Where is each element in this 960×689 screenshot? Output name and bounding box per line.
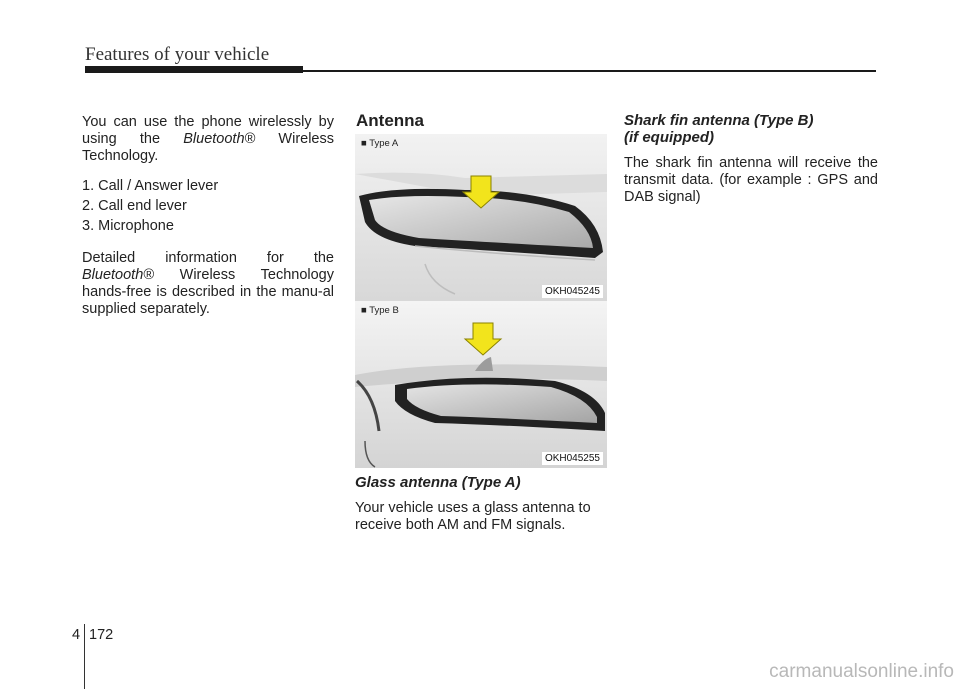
shark-fin-heading: Shark fin antenna (Type B) — [624, 112, 814, 129]
intro-paragraph — [82, 114, 334, 165]
bluetooth-brand: Bluetooth® — [183, 131, 256, 147]
list-item: 2. Call end lever — [82, 198, 187, 214]
glass-antenna-text: Your vehicle uses a glass antenna to receive both AM and FM signals. — [355, 500, 591, 533]
detail-text: Detailed information for the — [82, 250, 334, 266]
watermark: carmanualsonline.info — [769, 661, 954, 682]
car-shark-fin-illustration — [355, 301, 607, 468]
car-rear-window-illustration — [355, 134, 607, 301]
bluetooth-brand: Bluetooth® — [82, 267, 154, 283]
shark-fin-heading-condition: (if equipped) — [624, 129, 714, 146]
intro-text-end: Wireless Technology. — [82, 131, 334, 164]
footer-vertical-rule — [84, 624, 85, 689]
glass-antenna-heading: Glass antenna (Type A) — [355, 474, 521, 491]
figure-glass-antenna — [355, 134, 607, 301]
page-number: 172 — [89, 627, 114, 643]
header-rule-thin — [303, 70, 876, 72]
glass-antenna-section — [355, 474, 609, 534]
figure-shark-fin-antenna — [355, 301, 607, 468]
figure-type-label: ■ Type A — [361, 138, 399, 149]
figure-code: OKH045255 — [542, 452, 603, 465]
chapter-number: 4 — [72, 627, 81, 643]
list-item: 3. Microphone — [82, 218, 174, 234]
shark-fin-text: The shark fin antenna will receive the transmit data. (for example : GPS and DAB signal) — [624, 155, 878, 205]
header-rule-thick — [85, 66, 303, 73]
antenna-heading: Antenna — [356, 111, 424, 130]
detail-paragraph — [82, 250, 334, 318]
figure-type-label: ■ Type B — [361, 305, 399, 316]
figure-code: OKH045245 — [542, 285, 603, 298]
right-column — [624, 112, 878, 206]
detail-text-end: Wireless Technology hands-free is described in the manu-al supplied separately. — [82, 267, 334, 317]
left-column — [82, 114, 334, 318]
intro-text: You can use the phone wirelessly by using the — [82, 114, 334, 147]
list-item: 1. Call / Answer lever — [82, 178, 219, 194]
page-header-title: Features of your vehicle — [85, 44, 270, 65]
